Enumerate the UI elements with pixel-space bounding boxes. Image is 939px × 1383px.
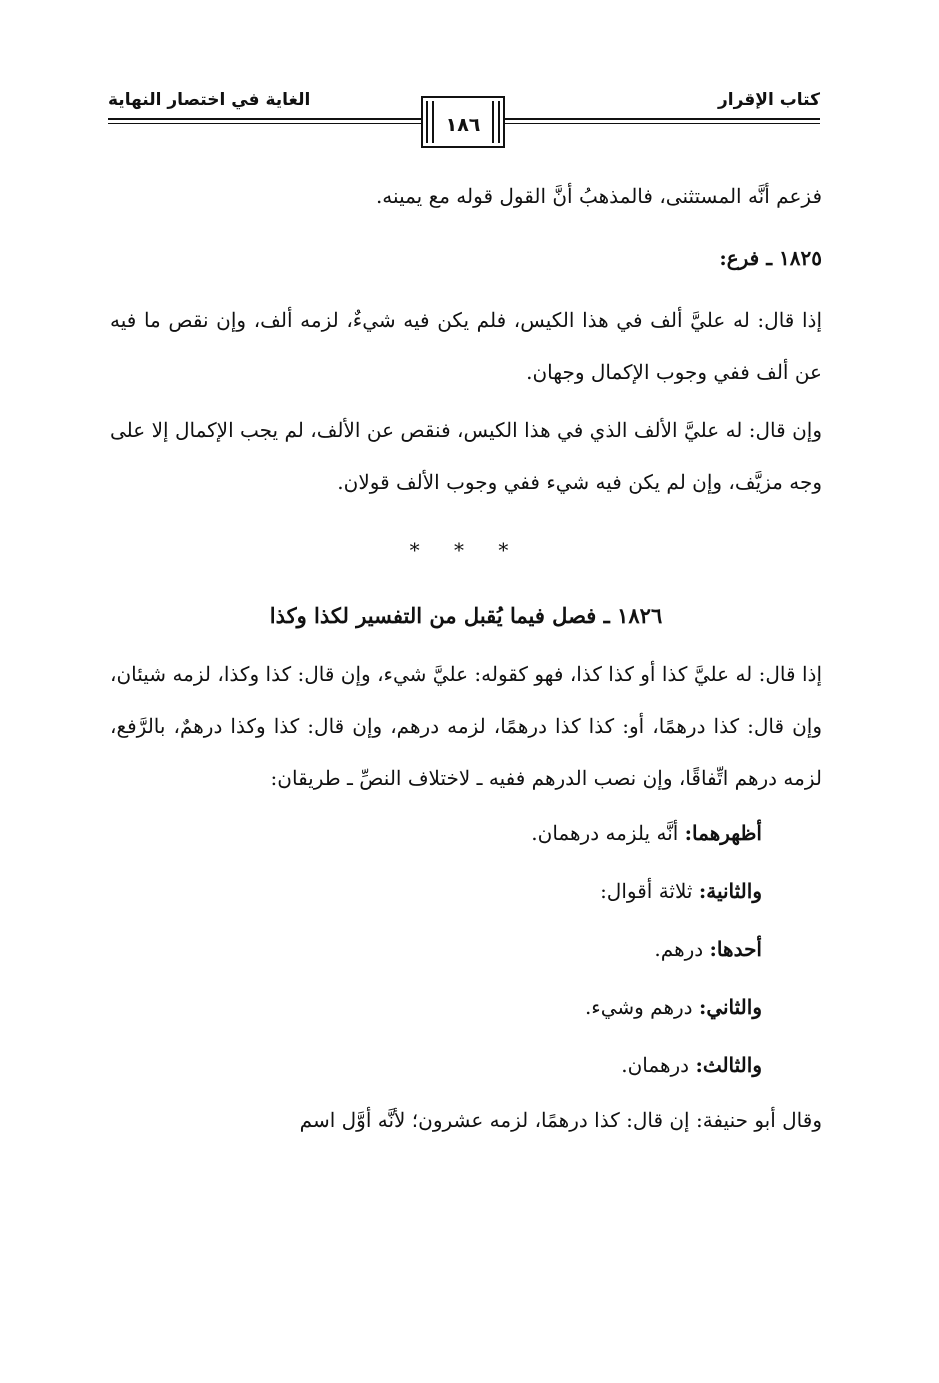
page-header <box>108 86 820 156</box>
page-body <box>110 170 822 1146</box>
item-label: والثالث: <box>695 1053 762 1077</box>
list-item <box>110 978 822 1036</box>
chapter-title: كتاب الإقرار <box>717 90 820 110</box>
paragraph-4: إذا قال: له عليَّ كذا أو كذا كذا، فهو كقوله: عليَّ شيء، وإن قال: كذا وكذا، لزمه شيئان، وإن قال: كذا درهمًا، أو: كذا كذا درهمًا، لزمه درهم، وإن قال: كذا وكذا درهمٌ، بالرَّفع، لزمه درهم اتِّفاقًا، وإن نصب الدرهم ففيه ـ لاختلاف النصِّ ـ طريقان: <box>110 662 823 790</box>
item-label: والثانية: <box>698 879 762 903</box>
paragraph-2: إذا قال: له عليَّ ألف في هذا الكيس، فلم يكن فيه شيءٌ، لزمه ألف، وإن نقص ما فيه عن ألف ففي وجوب الإكمال وجهان. <box>110 308 822 384</box>
item-label: أظهرهما: <box>684 821 762 845</box>
page-number: ١٨٦ <box>445 114 481 136</box>
book-title: الغاية في اختصار النهاية <box>108 90 311 110</box>
list-item <box>110 804 822 862</box>
section-title: ١٨٢٦ ـ فصل فيما يُقبل من التفسير لكذا وكذا <box>269 603 663 628</box>
list-item <box>110 1036 822 1094</box>
list-item <box>110 862 822 920</box>
page-number-frame <box>421 96 505 148</box>
branch-heading: ١٨٢٥ ـ فرع: <box>719 246 822 270</box>
item-text: درهمان. <box>621 1053 690 1077</box>
section-separator: * * * <box>409 538 523 562</box>
item-text: درهم. <box>654 937 704 961</box>
item-label: والثاني: <box>698 995 762 1019</box>
item-text: أنَّه يلزمه درهمان. <box>531 821 679 845</box>
item-text: ثلاثة أقوال: <box>600 879 693 903</box>
paragraph-1: فزعم أنَّه المستثنى، فالمذهبُ أنَّ القول قوله مع يمينه. <box>375 184 822 208</box>
paragraph-5: وقال أبو حنيفة: إن قال: كذا درهمًا، لزمه عشرون؛ لأنَّه أوَّل اسم <box>299 1108 822 1132</box>
item-text: درهم وشيء. <box>584 995 693 1019</box>
paragraph-3: وإن قال: له عليَّ الألف الذي في هذا الكيس، فنقص عن الألف، لم يجب الإكمال إلا على وجه مزيَّف، وإن لم يكن فيه شيء ففي وجوب الألف قولان. <box>110 418 822 494</box>
item-label: أحدها: <box>709 937 762 961</box>
list-item <box>110 920 822 978</box>
